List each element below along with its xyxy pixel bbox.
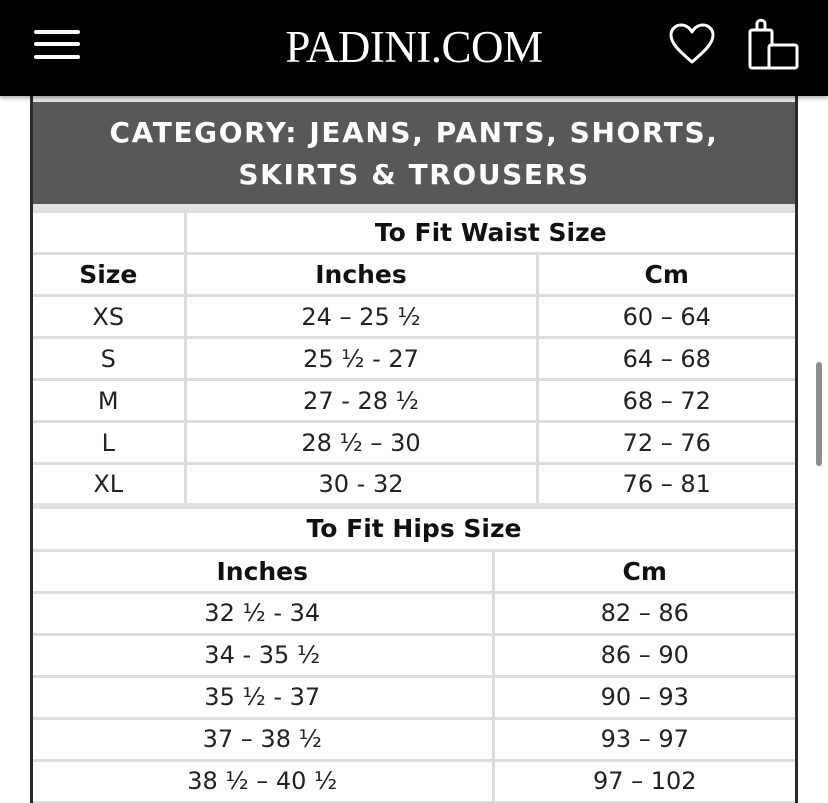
category-title: CATEGORY: JEANS, PANTS, SHORTS, SKIRTS & TROUSERS <box>33 102 795 210</box>
table-row <box>33 464 795 506</box>
table-row <box>33 634 795 676</box>
column-header-inches: Inches <box>33 550 493 592</box>
table-header-row <box>33 254 795 296</box>
table-header-row <box>33 550 795 592</box>
menu-line <box>34 55 80 59</box>
inches-cell: 28 ½ – 30 <box>185 422 537 464</box>
cm-cell: 97 – 102 <box>493 760 795 802</box>
menu-icon[interactable] <box>34 29 80 61</box>
size-cell: L <box>33 422 185 464</box>
menu-line <box>34 30 80 34</box>
inches-cell: 34 - 35 ½ <box>33 634 493 676</box>
cm-cell: 72 – 76 <box>537 422 795 464</box>
column-header-cm: Cm <box>537 254 795 296</box>
table-row <box>33 422 795 464</box>
hips-size-table <box>33 508 795 803</box>
size-chart <box>30 96 798 803</box>
table-row <box>33 592 795 634</box>
heart-icon[interactable] <box>668 22 716 66</box>
inches-cell: 24 – 25 ½ <box>185 296 537 338</box>
inches-cell: 37 – 38 ½ <box>33 718 493 760</box>
table-row <box>33 760 795 802</box>
table-header-row <box>33 212 795 254</box>
top-navigation-bar <box>0 0 828 96</box>
cm-cell: 64 – 68 <box>537 338 795 380</box>
column-header-cm: Cm <box>493 550 795 592</box>
table-row <box>33 676 795 718</box>
waist-size-title: To Fit Waist Size <box>185 212 795 254</box>
column-header-size: Size <box>33 254 185 296</box>
cm-cell: 68 – 72 <box>537 380 795 422</box>
empty-header-cell <box>33 212 185 254</box>
cm-cell: 86 – 90 <box>493 634 795 676</box>
inches-cell: 30 - 32 <box>185 464 537 506</box>
hips-size-title: To Fit Hips Size <box>33 508 795 550</box>
size-cell: XL <box>33 464 185 506</box>
cm-cell: 93 – 97 <box>493 718 795 760</box>
cm-cell: 90 – 93 <box>493 676 795 718</box>
table-header-row <box>33 508 795 550</box>
inches-cell: 32 ½ - 34 <box>33 592 493 634</box>
table-row <box>33 380 795 422</box>
column-header-inches: Inches <box>185 254 537 296</box>
cm-cell: 76 – 81 <box>537 464 795 506</box>
table-row <box>33 718 795 760</box>
inches-cell: 38 ½ – 40 ½ <box>33 760 493 802</box>
shopping-bag-icon[interactable] <box>747 18 801 72</box>
cm-cell: 60 – 64 <box>537 296 795 338</box>
size-cell: S <box>33 338 185 380</box>
cm-cell: 82 – 86 <box>493 592 795 634</box>
inches-cell: 27 - 28 ½ <box>185 380 537 422</box>
menu-line <box>34 42 80 46</box>
table-row <box>33 338 795 380</box>
waist-size-table <box>33 210 795 509</box>
scrollbar-thumb[interactable] <box>816 362 822 466</box>
size-cell: M <box>33 380 185 422</box>
size-cell: XS <box>33 296 185 338</box>
table-row <box>33 296 795 338</box>
inches-cell: 25 ½ - 27 <box>185 338 537 380</box>
inches-cell: 35 ½ - 37 <box>33 676 493 718</box>
site-logo[interactable]: PADINI.COM <box>285 22 543 72</box>
